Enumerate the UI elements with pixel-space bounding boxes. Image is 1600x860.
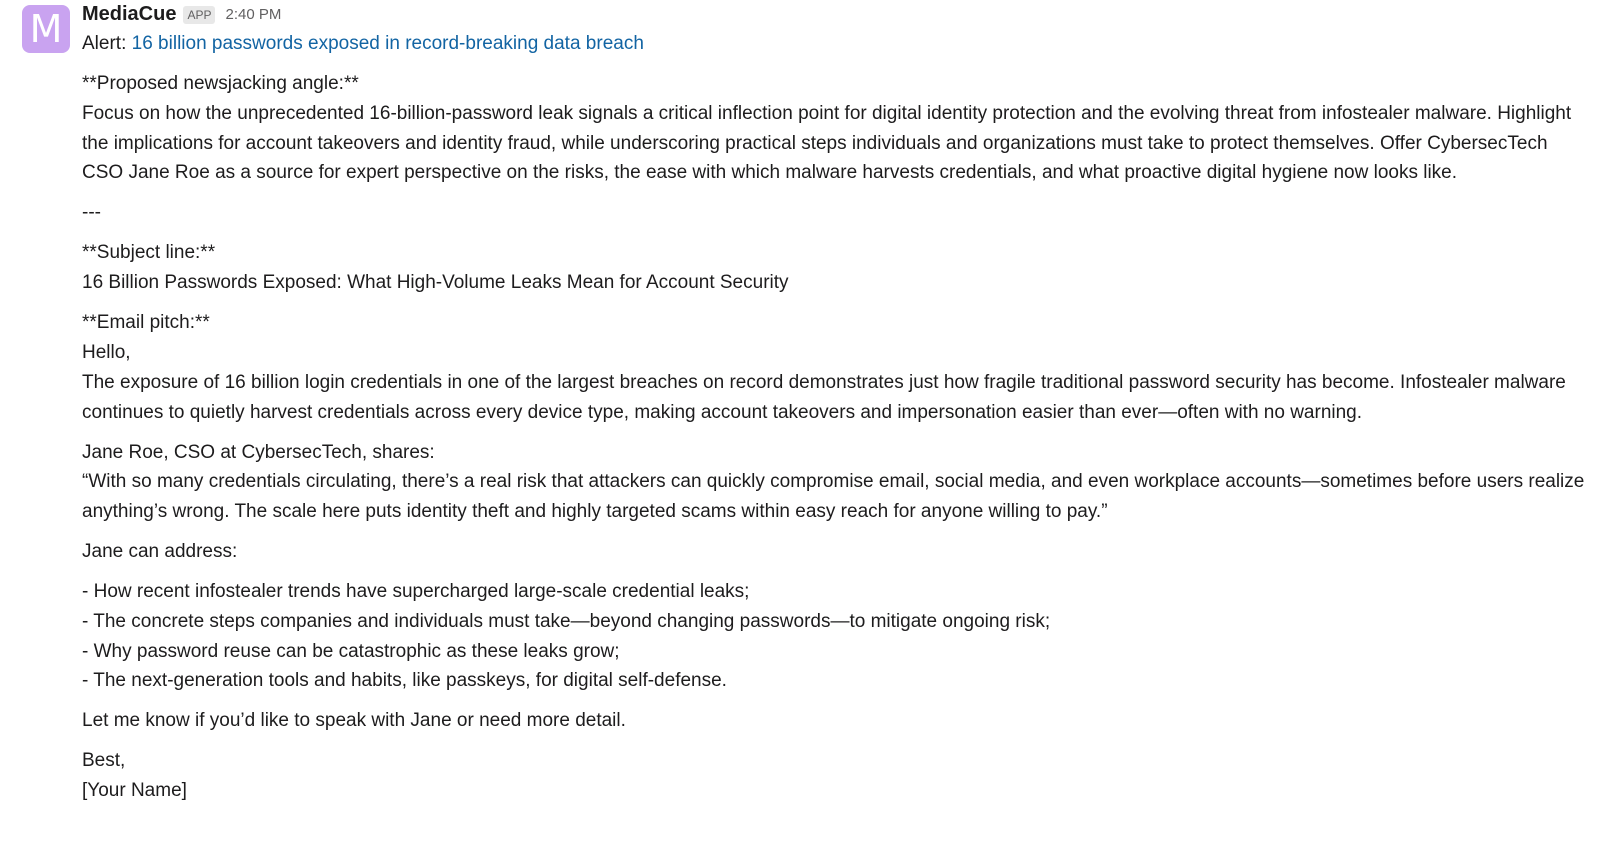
alert-line: [82, 29, 1592, 59]
quote-text: “With so many credentials circulating, there’s a real risk that attackers can quickly compromise email, social media, and even workplace accounts—sometimes before users realize anything’s wrong. The scale here puts identity theft and highly targeted scams within easy reach for anyone willing to pay.”: [82, 471, 1585, 523]
list-item: - Why password reuse can be catastrophic as these leaks grow;: [82, 640, 620, 662]
pitch-greeting: Hello,: [82, 341, 131, 363]
sign-off: Best,: [82, 750, 126, 772]
quote-section: [82, 438, 1592, 527]
closing-section: [82, 706, 1592, 736]
app-badge: APP: [183, 6, 215, 24]
list-item: - The next-generation tools and habits, like passkeys, for digital self-defense.: [82, 670, 727, 692]
subject-body: 16 Billion Passwords Exposed: What High-Volume Leaks Mean for Account Security: [82, 272, 789, 294]
angle-heading: **Proposed newsjacking angle:**: [82, 73, 359, 94]
angle-body: Focus on how the unprecedented 16-billion-password leak signals a critical inflection point for digital identity protection and the evolving threat from infostealer malware. Highlight the implications for account takeovers and identity fraud, while underscoring practical steps individuals and organizations must take to protect themselves. Offer CybersecTech CSO Jane Roe as a source for expert perspective on the risks, the ease with which malware harvests credentials, and what proactive digital hygiene now looks like.: [82, 102, 1572, 184]
pitch-section: [82, 308, 1592, 427]
address-intro: Jane can address:: [82, 541, 238, 563]
alert-article-link[interactable]: 16 billion passwords exposed in record-breaking data breach: [131, 33, 644, 54]
message-body: [82, 69, 1592, 806]
quote-intro: Jane Roe, CSO at CybersecTech, shares:: [82, 441, 435, 463]
pitch-heading: **Email pitch:**: [82, 312, 210, 334]
divider: [82, 198, 1592, 228]
signature-section: [82, 746, 1592, 806]
bullet-list: [82, 577, 1592, 696]
list-item: - How recent infostealer trends have supercharged large-scale credential leaks;: [82, 581, 750, 603]
sender-avatar[interactable]: [22, 5, 70, 53]
subject-section: [82, 238, 1592, 298]
angle-section: [82, 69, 1592, 188]
avatar-letter: M: [29, 7, 63, 51]
message-timestamp[interactable]: 2:40 PM: [225, 6, 282, 23]
message-content: [82, 0, 1592, 816]
alert-prefix: Alert:: [82, 33, 127, 54]
signature: [Your Name]: [82, 780, 187, 802]
message-header: [82, 0, 1592, 29]
pitch-body: The exposure of 16 billion login credentials in one of the largest breaches on record demonstrates just how fragile traditional password security has become. Infostealer malware continues to quietly harvest credentials across every device type, making account takeovers and impersonation easier than ever—often with no warning.: [82, 371, 1566, 423]
list-item: - The concrete steps companies and individuals must take—beyond changing passwords—to mitigate ongoing risk;: [82, 610, 1051, 632]
divider-text: ---: [82, 202, 101, 224]
subject-heading: **Subject line:**: [82, 242, 216, 264]
address-intro-section: [82, 537, 1592, 567]
sender-name[interactable]: MediaCue: [82, 3, 177, 25]
closing-line: Let me know if you’d like to speak with Jane or need more detail.: [82, 710, 626, 732]
